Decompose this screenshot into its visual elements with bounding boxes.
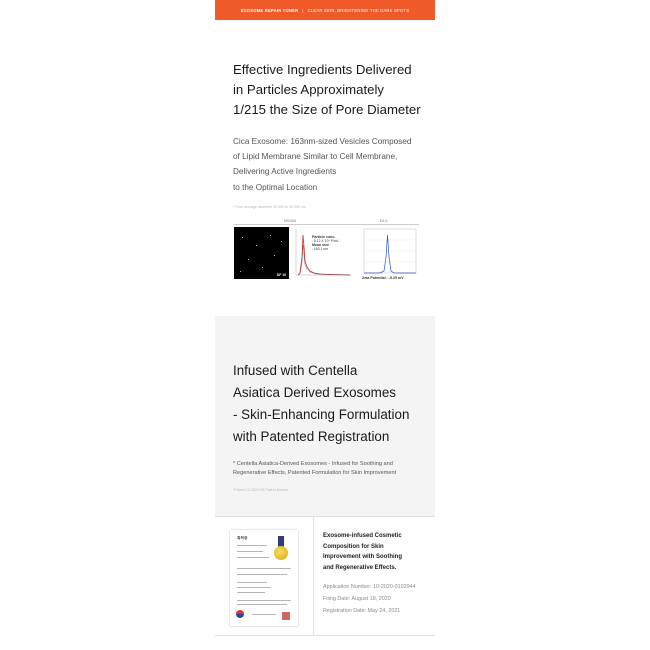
section1-subtext-line: of Lipid Membrane Similar to Cell Membrane,: [233, 152, 398, 162]
certificate-text-line: [237, 604, 287, 605]
certificate-seal: [274, 546, 288, 560]
patent-title-line: Improvement with Soothing: [323, 554, 402, 560]
particle-dot: [248, 259, 249, 260]
certificate-stamp: [282, 612, 290, 620]
nta-legend-line: Mean size: [312, 243, 329, 247]
figure-left-title: NS300: [284, 218, 297, 223]
certificate-title: 특허증: [237, 536, 248, 540]
patent-certificate-image: [230, 530, 298, 626]
section2-heading-line: Asiatica Derived Exosomes: [233, 385, 396, 400]
card-divider: [313, 517, 314, 635]
certificate-text-line: [237, 574, 287, 575]
particle-dot: [270, 235, 271, 236]
section1-heading-line: Effective Ingredients Delivered: [233, 62, 412, 77]
section2-subtext-line: Regenerative Effects, Patented Formulation for Skin Improvement: [233, 470, 397, 477]
certificate-text-line: [237, 545, 267, 546]
section2-heading-line: Infused with Centella: [233, 363, 358, 378]
particle-dot: [274, 255, 275, 256]
certificate-text-line: [237, 600, 291, 601]
patent-card: [215, 516, 435, 636]
patent-application-number: Application Number: 10-2020-0102944: [323, 584, 416, 590]
patent-registration-date: Registration Date: May 24, 2021: [323, 608, 401, 614]
certificate-text-line: [237, 551, 263, 552]
banner-separator: |: [302, 7, 304, 13]
section2-footnote: *Patent 10-2021*24 Patent license: [233, 488, 288, 492]
particle-dot: [240, 271, 241, 272]
certificate-text-line: [237, 587, 271, 588]
figure-rule: [234, 224, 419, 225]
nta-size-distribution-plot: [292, 227, 354, 281]
section2-heading-line: - Skin-Enhancing Formulation: [233, 407, 410, 422]
section1-subtext-line: Cica Exosome: 163nm-sized Vesicles Composed: [233, 137, 412, 146]
nta-legend-line: : 8.12 X 10⁸ P/mL: [312, 239, 339, 243]
patent-title-line: Exosome-infused Cosmetic: [323, 533, 402, 539]
certificate-text-line: [237, 568, 291, 569]
microscope-tag: DF 10: [276, 273, 286, 277]
particle-dot: [281, 241, 282, 242]
figure-right-title: DLS: [380, 218, 388, 223]
section1-heading: [233, 60, 433, 120]
section2-heading: [233, 360, 433, 448]
section1-heading-line: in Particles Approximately: [233, 82, 384, 97]
microscope-image: [234, 227, 289, 279]
section2-subtext: [233, 460, 428, 478]
section1-subtext-line: Delivering Active Ingredients: [233, 167, 337, 177]
patent-filing-date: Filing Date: August 18, 2020: [323, 596, 391, 602]
section1-subtext: [233, 134, 433, 195]
particle-dot: [256, 245, 257, 246]
banner-brand: EXOSOME REPAIR TONER: [240, 7, 299, 13]
dls-size-distribution-plot: [358, 227, 420, 281]
section1-footnote: * Pore average diameter 20,000 to 50,000 nm: [233, 205, 306, 209]
section2-subtext-line: * Centella Asiatica-Derived Exosomes - Infused for Soothing and: [233, 461, 393, 467]
particle-dot: [262, 267, 263, 268]
section1-heading-line: 1/215 the Size of Pore Diameter: [233, 102, 421, 117]
nta-legend-line: Particle conc.: [312, 235, 336, 239]
patent-title-line: Composition for Skin: [323, 543, 384, 550]
certificate-text-line: [237, 557, 269, 558]
certificate-text-line: [252, 614, 276, 615]
particle-dot: [242, 237, 243, 238]
section1-subtext-line: to the Optimal Location: [233, 182, 318, 192]
certificate-emblem: [236, 610, 244, 618]
banner-tagline: CLEAR SKIN, BRIGHTENING THE DARK SPOTS: [307, 7, 410, 13]
nta-legend-line: : 163.1 nm: [312, 247, 329, 251]
patent-title: [323, 531, 431, 573]
dls-zeta-note: Zeta Potential : -5.25 mV: [362, 276, 404, 280]
section2-heading-line: with Patented Registration: [233, 429, 390, 444]
top-banner: [215, 0, 435, 20]
patent-title-line: and Regenerative Effects.: [323, 564, 397, 571]
certificate-text-line: [237, 592, 265, 593]
certificate-text-line: [237, 582, 267, 583]
